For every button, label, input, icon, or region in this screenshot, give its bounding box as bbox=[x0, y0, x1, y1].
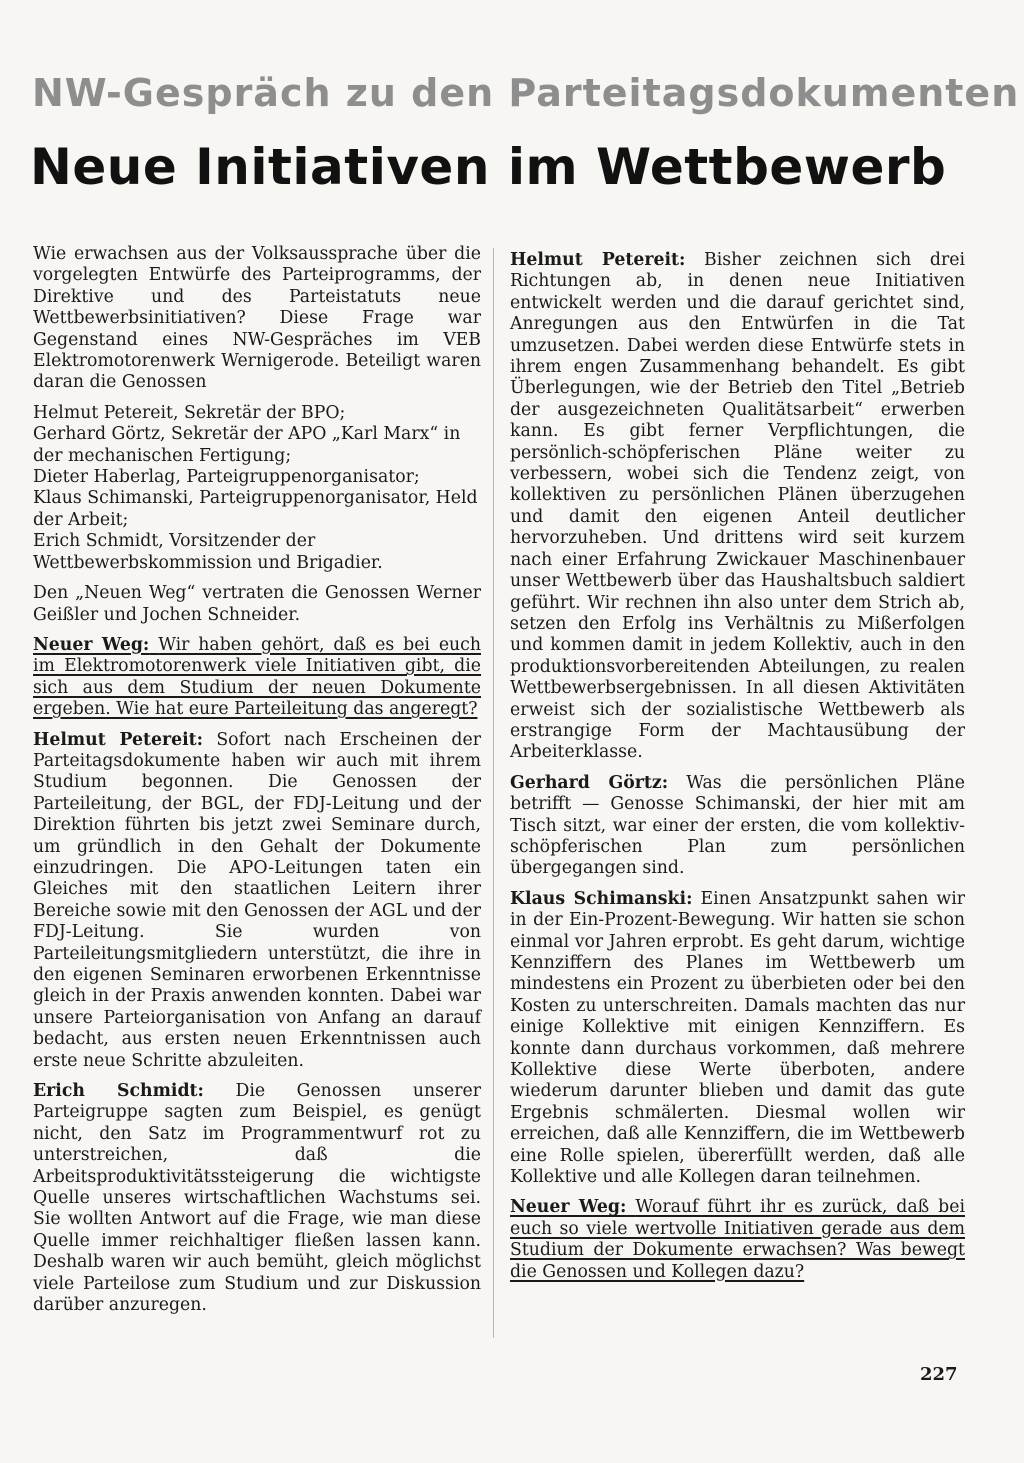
answer-1 bbox=[33, 730, 481, 1073]
answer-3 bbox=[510, 250, 965, 764]
question-text: Worauf führt ihr es zurück, daß bei euch so viele wertvolle Initiativen gerade aus dem Studium der Dokumente erwachsen? Was bewegt die Genossen und Kollegen dazu? bbox=[510, 1197, 965, 1282]
kicker-title: NW-Gespräch zu den Parteitagsdokumenten bbox=[32, 71, 1020, 115]
participant: Klaus Schimanski, Parteigruppenorganisator, Held der Arbeit; bbox=[33, 488, 478, 530]
speaker-label: Helmut Petereit: bbox=[510, 250, 686, 270]
speaker-label: Neuer Weg: bbox=[33, 634, 150, 655]
intro-paragraph: Wie erwachsen aus der Volksaussprache über die vorgelegten Entwürfe des Parteiprogramms, der Direktive und des Parteistatuts neue Wettbewerbsinitiativen? Diese Frage war Gegenstand eines NW-Gespräches im VEB Elektromotorenwerk Wernigerode. Beteiligt waren daran die Genossen bbox=[33, 244, 481, 393]
page-number: 227 bbox=[920, 1364, 958, 1385]
answer-2 bbox=[33, 1081, 481, 1316]
answer-text: Die Genossen unserer Parteigruppe sagten zum Beispiel, es genügt nicht, den Satz im Programmentwurf rot zu unterstreichen, daß die Arbeitsproduktivitätssteigerung die wichtigste Quelle unseres wirtschaftlichen Wachstums sei. Sie wollten Antwort auf die Frage, wie man diese Quelle immer reichhaltiger fließen lassen kann. Deshalb waren wir auch bemüht, gleich möglichst viele Parteilose zum Studium und zur Diskussion darüber anzuregen. bbox=[33, 1081, 481, 1316]
speaker-label: Gerhard Görtz: bbox=[510, 772, 669, 793]
answer-text: Bisher zeichnen sich drei Richtungen ab, in denen neue Initiativen entwickelt werden und die darauf gerichtet sind, Anregungen aus den Entwürfen in die Tat umzusetzen. Dabei werden diese Entwürfe stets in ihrem engen Zusammenhang behandelt. Es gibt Überlegungen, wie der Betrieb den Titel „Betrieb der ausgezeichneten Qualitätsarbeit“ erwerben kann. Es gibt ferner Verpflichtungen, die persönlich-schöpferischen Pläne weiter zu verbessern, wobei sich die Tendenz zeigt, von kollektiven zu persönlichen Plänen überzugehen und damit den eigenen Anteil deutlicher hervorzuheben. Und drittens wird seit kurzem nach einer Erfahrung Zwickauer Maschinenbauer unser Wettbewerb über das Haushaltsbuch saldiert geführt. Wir rechnen ihn also unter dem Strich ab, setzen den Erfolg ins Verhältnis zu Mißerfolgen und kommen damit in jedem Kollektiv, auch in den produktionsvorbereitenden Abteilungen, zu realen Wettbewerbsergebnissen. In all diesen Aktivitäten erweist sich der sozialistische Wettbewerb als erstrangige Form der Machtausübung der Arbeiterklasse. bbox=[510, 250, 965, 763]
speaker-label: Erich Schmidt: bbox=[33, 1081, 204, 1102]
question-text: Wir haben gehört, daß es bei euch im Elektromotorenwerk viele Initiativen gibt, die sich aus dem Studium der neuen Dokumente ergeben. Wie hat eure Parteileitung das angeregt? bbox=[33, 634, 481, 720]
speaker-label: Helmut Petereit: bbox=[33, 729, 204, 750]
participants-list bbox=[33, 403, 481, 574]
representatives-paragraph: Den „Neuen Weg“ vertraten die Genossen Werner Geißler und Jochen Schneider. bbox=[33, 583, 481, 625]
question-2 bbox=[510, 1197, 965, 1283]
headline: Neue Initiativen im Wettbewerb bbox=[30, 138, 947, 196]
speaker-label: Neuer Weg: bbox=[510, 1197, 627, 1218]
answer-4 bbox=[510, 773, 965, 880]
participant: Helmut Petereit, Sekretär der BPO; bbox=[33, 402, 346, 423]
speaker-label: Klaus Schimanski: bbox=[510, 888, 693, 909]
participant: Gerhard Görtz, Sekretär der APO „Karl Marx“ in der mechanischen Fertigung; bbox=[33, 424, 461, 466]
question-1 bbox=[33, 635, 481, 721]
answer-text: Einen Ansatzpunkt sahen wir in der Ein-Prozent-Bewegung. Wir hatten sie schon einmal vor Jahren erprobt. Es geht darum, wichtige Kennziffern des Planes im Wettbewerb um mindestens ein Prozent zu überbieten oder bei den Kosten zu unterschreiten. Damals machten das nur einige Kollektive mit einigen Kennziffern. Es konnte dann durchaus vorkommen, daß mehrere Kollektive diese Werte überboten, andere wiederum darunter blieben und damit das gute Ergebnis schmälerten. Diesmal wollen wir erreichen, daß alle Kennziffern, die im Wettbewerb eine Rolle spielen, übererfüllt werden, daß alle Kollektive und alle Kollegen daran teilnehmen. bbox=[510, 888, 965, 1188]
answer-text: Was die persönlichen Pläne betrifft — Genosse Schimanski, der hier mit am Tisch sitzt, war einer der ersten, die vom kollektiv-schöpferischen Plan zum persönlichen übergegangen sind. bbox=[510, 772, 965, 879]
answer-text: Sofort nach Erscheinen der Parteitagsdokumente haben wir auch mit ihrem Studium begonnen. Die Genossen der Parteileitung, der BGL, der FDJ-Leitung und der Direktion führten bis jetzt zwei Seminare durch, um gründlich in den Gehalt der Dokumente einzudringen. Die APO-Leitungen taten ein Gleiches mit den staatlichen Leitern ihrer Bereiche sowie mit den Genossen der AGL und der FDJ-Leitung. Sie wurden von Parteileitungsmitgliedern unterstützt, die ihre in den eigenen Seminaren erworbenen Erkenntnisse gleich in der Praxis anwenden konnten. Dabei war unsere Parteiorganisation von Anfang an darauf bedacht, aus ersten neuen Erkenntnissen auch erste neue Schritte abzuleiten. bbox=[33, 729, 481, 1071]
participant: Erich Schmidt, Vorsitzender der Wettbewerbskommission und Brigadier. bbox=[33, 531, 383, 573]
answer-5 bbox=[510, 889, 965, 1189]
left-column bbox=[33, 244, 481, 1326]
participant: Dieter Haberlag, Parteigruppenorganisator; bbox=[33, 467, 420, 488]
right-column bbox=[510, 250, 965, 1292]
column-divider bbox=[493, 248, 494, 1338]
